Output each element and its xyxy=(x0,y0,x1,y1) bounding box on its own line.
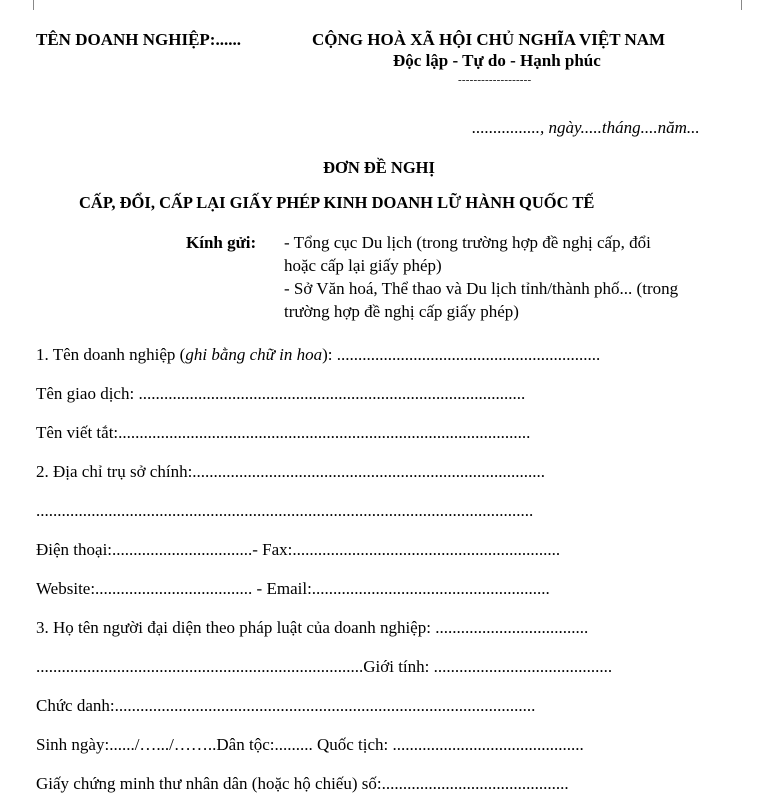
recipient-line-2: hoặc cấp lại giấy phép) xyxy=(284,256,442,275)
date-line: ................, ngày.....tháng....năm... xyxy=(472,118,700,137)
field-representative-gender: .............................................................................Giới tính: .......................................... xyxy=(36,657,613,676)
form-title xyxy=(0,158,770,178)
crop-mark-left xyxy=(33,0,34,10)
national-motto: Độc lập - Tự do - Hạnh phúc xyxy=(393,51,601,70)
form-title-text: ĐƠN ĐỀ NGHỊ xyxy=(323,158,435,177)
field-legal-representative: 3. Họ tên người đại diện theo pháp luật của doanh nghiệp: .................................... xyxy=(36,618,589,637)
field-company-name-suffix: ): .............................................................. xyxy=(322,345,601,364)
field-head-office-address: 2. Địa chỉ trụ sở chính:................................................................................... xyxy=(36,462,546,481)
recipient-line-1: - Tổng cục Du lịch (trong trường hợp đề nghị cấp, đổi xyxy=(284,233,651,252)
recipient-label: Kính gửi: xyxy=(186,233,257,252)
field-company-name xyxy=(36,345,740,365)
field-birth-ethnicity-nationality: Sinh ngày:....../….../……..Dân tộc:......... Quốc tịch: ............................................. xyxy=(36,735,584,754)
crop-mark-right xyxy=(741,0,742,10)
field-address-continuation: ..................................................................................................................... xyxy=(36,501,534,520)
field-company-name-hint: ghi bằng chữ in hoa xyxy=(185,345,323,364)
field-phone-fax: Điện thoại:.................................- Fax:............................................................... xyxy=(36,540,561,559)
field-id-passport-number: Giấy chứng minh thư nhân dân (hoặc hộ chiếu) số:............................................ xyxy=(36,774,569,793)
country-heading: CỘNG HOÀ XÃ HỘI CHỦ NGHĨA VIỆT NAM xyxy=(312,30,666,49)
field-trade-name: Tên giao dịch: ........................................................................................... xyxy=(36,384,526,403)
field-website-email: Website:..................................... - Email:........................................................ xyxy=(36,579,550,598)
form-subtitle: CẤP, ĐỔI, CẤP LẠI GIẤY PHÉP KINH DOANH LỮ HÀNH QUỐC TẾ xyxy=(79,193,595,212)
field-position: Chức danh:................................................................................................... xyxy=(36,696,536,715)
recipient-line-3: - Sở Văn hoá, Thể thao và Du lịch tỉnh/thành phố... (trong xyxy=(284,279,679,298)
motto-rule: ------------------- xyxy=(458,74,532,86)
recipient-line-4: trường hợp đề nghị cấp giấy phép) xyxy=(284,302,519,321)
company-name-label: TÊN DOANH NGHIỆP:...... xyxy=(36,30,241,49)
field-short-name: Tên viết tắt:................................................................................................. xyxy=(36,423,531,442)
field-company-name-prefix: 1. Tên doanh nghiệp ( xyxy=(36,345,186,364)
